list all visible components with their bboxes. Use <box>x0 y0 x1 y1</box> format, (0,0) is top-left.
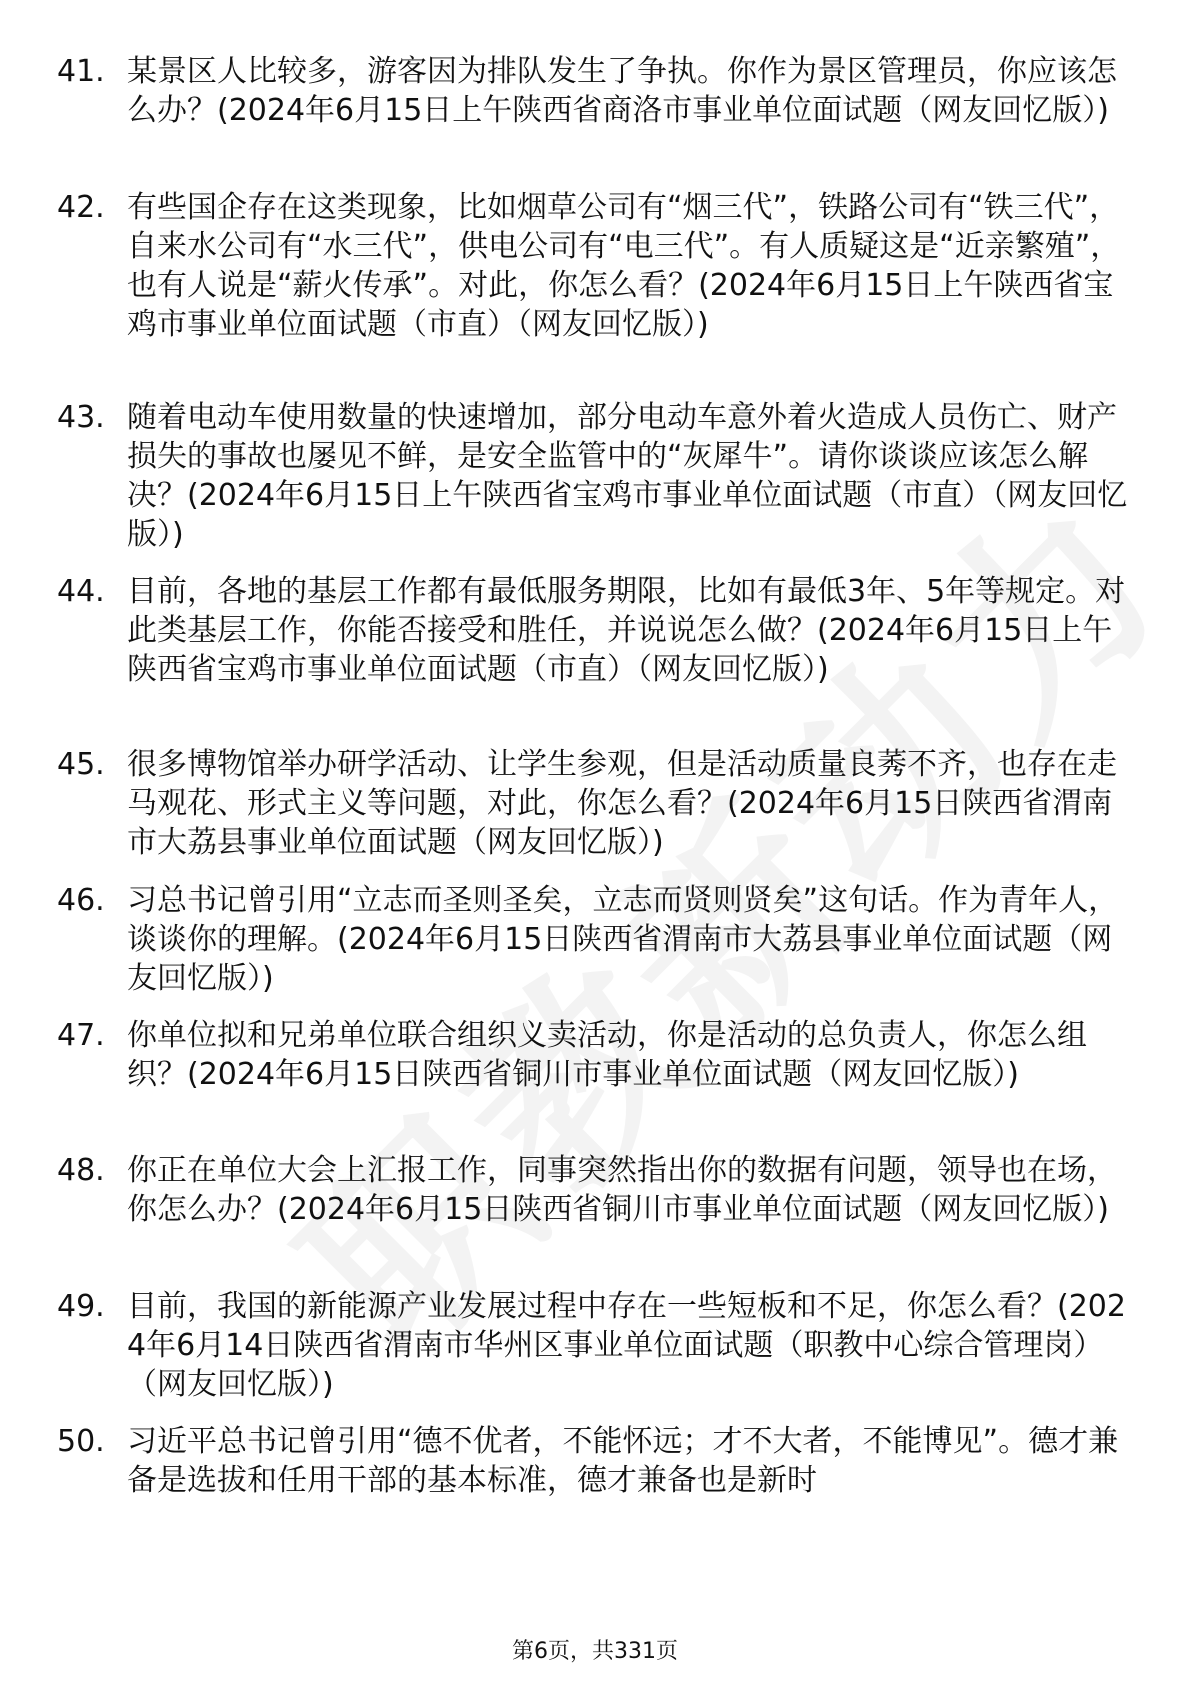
question-item <box>57 1151 1132 1229</box>
question-text: 你正在单位大会上汇报工作，同事突然指出你的数据有问题，领导也在场，你怎么办？(2024年6月15日陕西省铜川市事业单位面试题（网友回忆版）) <box>127 1153 1117 1227</box>
question-text: 目前，我国的新能源产业发展过程中存在一些短板和不足，你怎么看？(2024年6月14日陕西省渭南市华州区事业单位面试题（职教中心综合管理岗）（网友回忆版）) <box>127 1289 1126 1402</box>
question-number: 44. <box>57 574 105 609</box>
question-item <box>57 1016 1132 1094</box>
question-number: 41. <box>57 54 105 89</box>
question-item <box>57 188 1132 344</box>
question-item <box>57 398 1132 554</box>
question-text: 习总书记曾引用“立志而圣则圣矣，立志而贤则贤矣”这句话。作为青年人，谈谈你的理解。(2024年6月15日陕西省渭南市大荔县事业单位面试题（网友回忆版）) <box>127 883 1119 996</box>
question-item <box>57 745 1132 862</box>
question-text: 你单位拟和兄弟单位联合组织义卖活动，你是活动的总负责人，你怎么组织？(2024年6月15日陕西省铜川市事业单位面试题（网友回忆版）) <box>127 1018 1087 1092</box>
question-number: 48. <box>57 1153 105 1188</box>
question-number: 47. <box>57 1018 105 1053</box>
question-number: 46. <box>57 883 105 918</box>
question-text: 有些国企存在这类现象，比如烟草公司有“烟三代”，铁路公司有“铁三代”，自来水公司有“水三代”，供电公司有“电三代”。有人质疑这是“近亲繁殖”，也有人说是“薪火传承”。对此，你怎么看？(2024年6月15日上午陕西省宝鸡市事业单位面试题（市直）（网友回忆版）) <box>127 190 1121 342</box>
question-text: 某景区人比较多，游客因为排队发生了争执。你作为景区管理员，你应该怎么办？(2024年6月15日上午陕西省商洛市事业单位面试题（网友回忆版）) <box>127 54 1117 128</box>
question-number: 45. <box>57 747 105 782</box>
page-footer: 第6页，共331页 <box>512 1639 678 1664</box>
question-item <box>57 1287 1132 1404</box>
question-number: 49. <box>57 1289 105 1324</box>
question-item <box>57 881 1132 998</box>
question-number: 43. <box>57 400 105 435</box>
question-text: 随着电动车使用数量的快速增加，部分电动车意外着火造成人员伤亡、财产损失的事故也屡见不鲜，是安全监管中的“灰犀牛”。请你谈谈应该怎么解决？(2024年6月15日上午陕西省宝鸡市事业单位面试题（市直）（网友回忆版）) <box>127 400 1128 552</box>
question-text: 很多博物馆举办研学活动、让学生参观，但是活动质量良莠不齐，也存在走马观花、形式主义等问题，对此，你怎么看？(2024年6月15日陕西省渭南市大荔县事业单位面试题（网友回忆版）) <box>127 747 1117 860</box>
question-number: 42. <box>57 190 105 225</box>
question-text: 目前，各地的基层工作都有最低服务期限，比如有最低3年、5年等规定。对此类基层工作，你能否接受和胜任，并说说怎么做？(2024年6月15日上午陕西省宝鸡市事业单位面试题（市直）（网友回忆版）) <box>127 574 1126 687</box>
question-item <box>57 52 1132 130</box>
question-number: 50. <box>57 1424 105 1459</box>
question-item <box>57 1422 1132 1500</box>
question-item <box>57 572 1132 689</box>
question-text: 习近平总书记曾引用“德不优者，不能怀远；才不大者，不能博见”。德才兼备是选拔和任用干部的基本标准，德才兼备也是新时 <box>127 1424 1119 1498</box>
